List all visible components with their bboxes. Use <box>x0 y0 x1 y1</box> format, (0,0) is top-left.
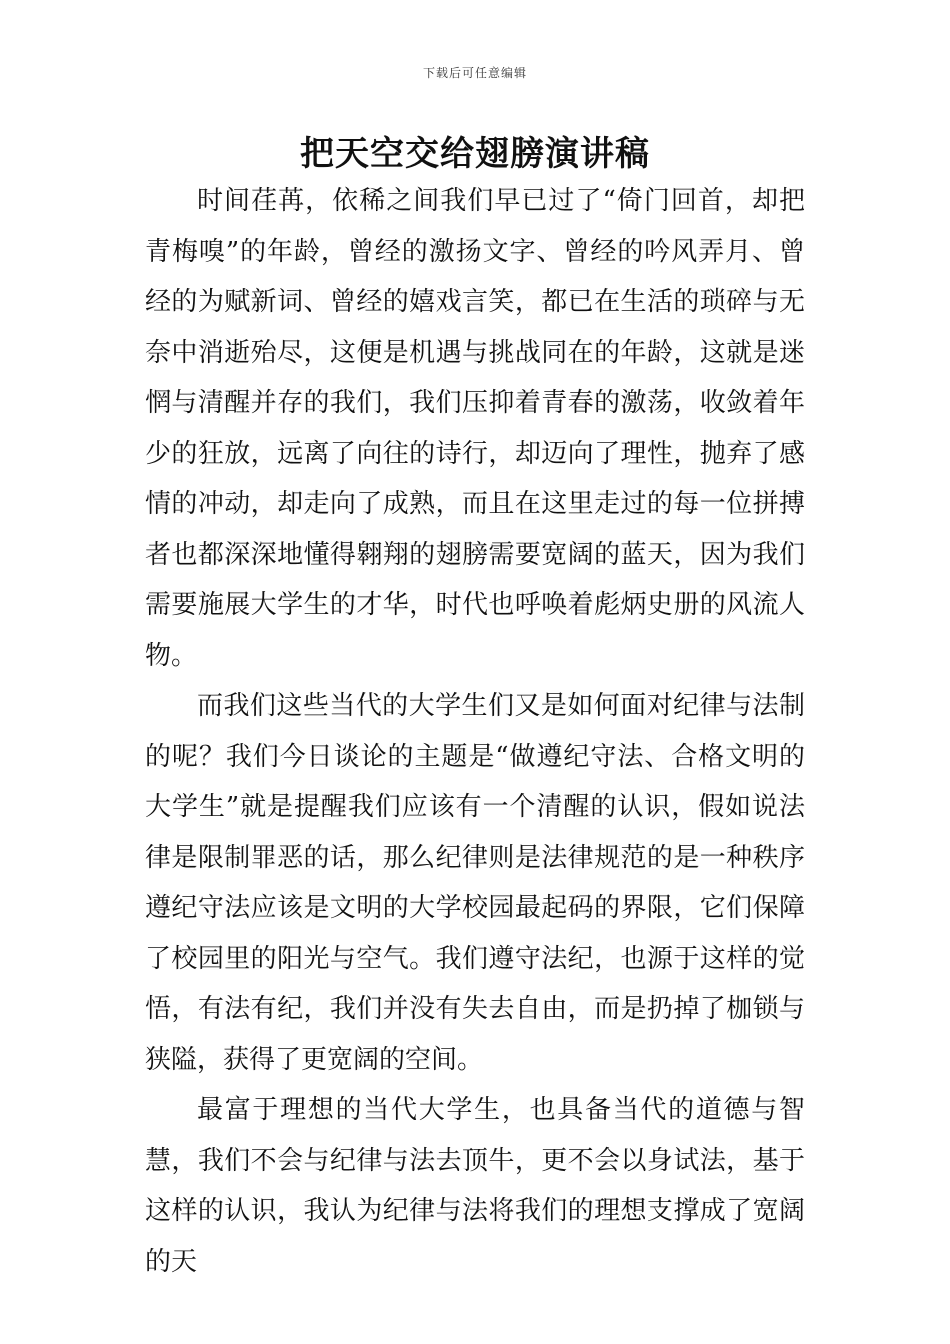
document-title: 把天空交给翅膀演讲稿 <box>300 134 650 174</box>
paragraph-1: 时间荏苒，依稀之间我们早已过了“倚门回首，却把青梅嗅”的年龄，曾经的激扬文字、曾经的吟风弄月、曾经的为赋新词、曾经的嬉戏言笑，都已在生活的琐碎与无奈中消逝殆尽，这便是机遇与挑战同在的年龄，这就是迷惘与清醒并存的我们，我们压抑着青春的激荡，收敛着年少的狂放，远离了向往的诗行，却迈向了理性，抛弃了感情的冲动，却走向了成熟，而且在这里走过的每一位拼搏者也都深深地懂得翱翔的翅膀需要宽阔的蓝天，因为我们需要施展大学生的才华，时代也呼唤着彪炳史册的风流人物。 <box>145 186 805 671</box>
paragraph-2: 而我们这些当代的大学生们又是如何面对纪律与法制的呢？我们今日谈论的主题是“做遵纪守法、合格文明的大学生”就是提醒我们应该有一个清醒的认识，假如说法律是限制罪恶的话，那么纪律则是法律规范的是一种秩序遵纪守法应该是文明的大学校园最起码的界限，它们保障了校园里的阳光与空气。我们遵守法纪，也源于这样的觉悟，有法有纪，我们并没有失去自由，而是扔掉了枷锁与狭隘，获得了更宽阔的空间。 <box>145 691 805 1075</box>
paragraph-3: 最富于理想的当代大学生，也具备当代的道德与智慧，我们不会与纪律与法去顶牛，更不会以身试法，基于这样的认识，我认为纪律与法将我们的理想支撑成了宽阔的天 <box>145 1095 805 1277</box>
header-note: 下载后可任意编辑 <box>422 66 527 80</box>
document-body <box>145 176 805 1287</box>
